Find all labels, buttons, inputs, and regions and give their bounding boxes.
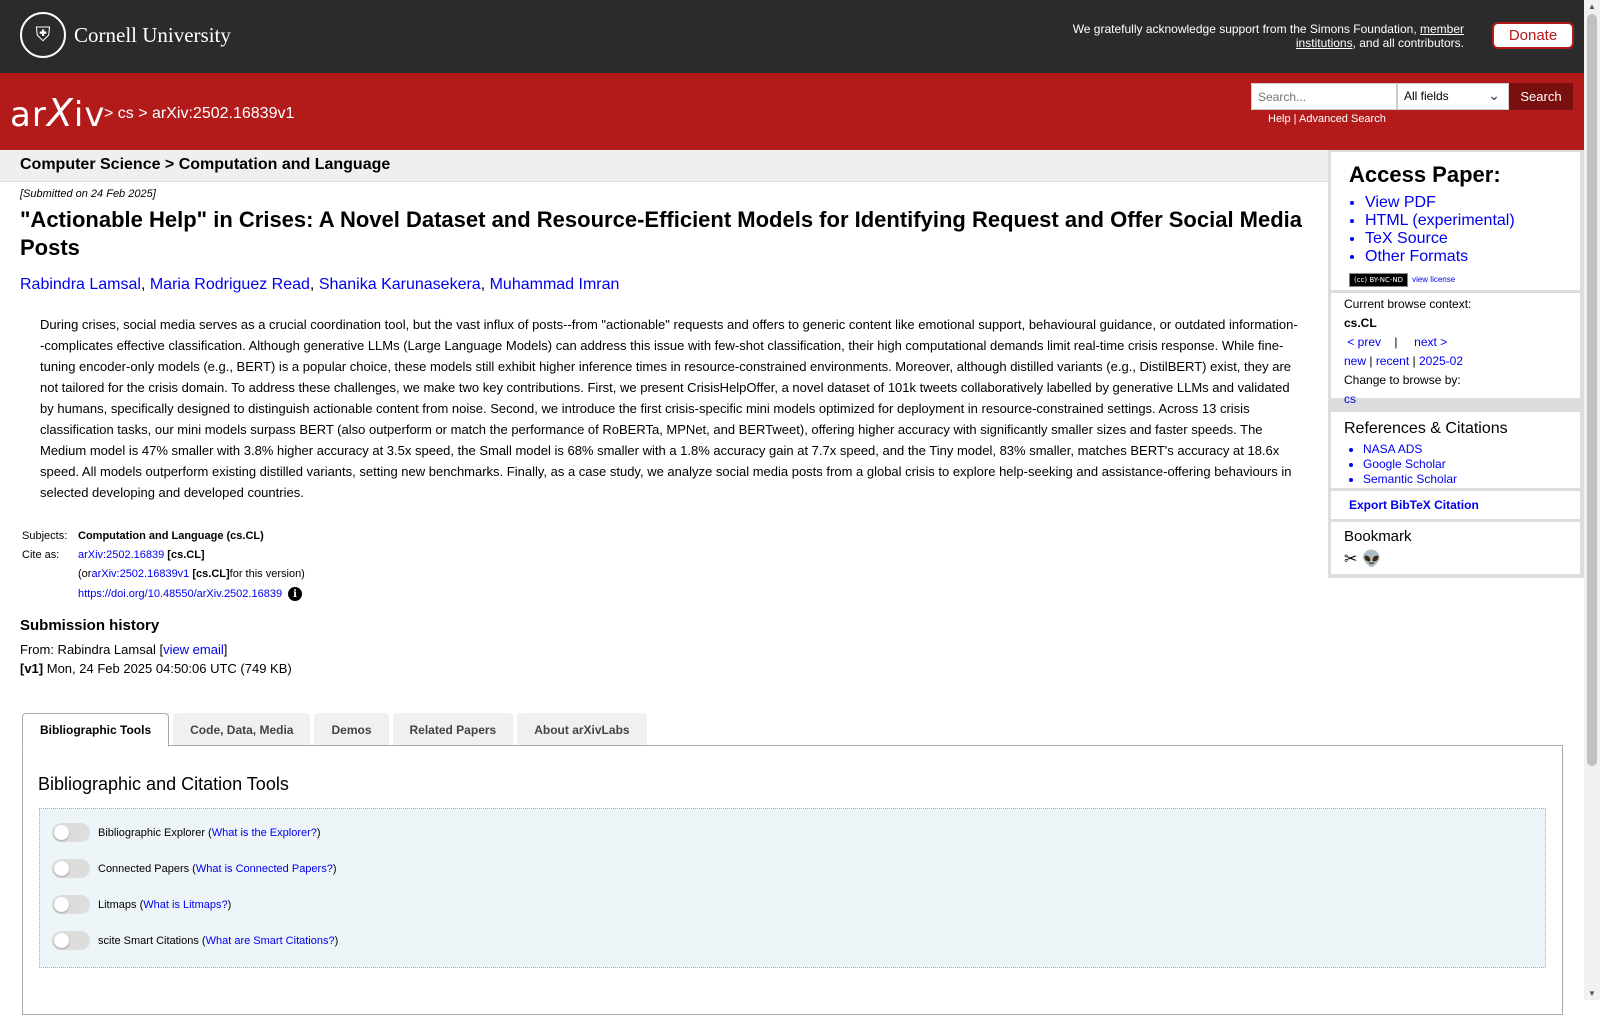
doi-link[interactable]: https://doi.org/10.48550/arXiv.2502.16839 [78, 588, 283, 600]
bibsonomy-icon[interactable]: ✂ [1344, 551, 1358, 568]
author-list: Rabindra Lamsal, Maria Rodriguez Read, Shanika Karunasekera, Muhammad Imran [20, 276, 620, 293]
help-link[interactable]: Help [1268, 113, 1291, 125]
tab-bibliographic-tools[interactable]: Bibliographic Tools [22, 713, 169, 747]
view-email-link[interactable]: view email [163, 642, 224, 657]
cite-version-link[interactable]: arXiv:2502.16839v1 [91, 567, 190, 580]
toggle-switch[interactable] [52, 931, 90, 950]
subject-breadcrumb: Computer Science > Computation and Language [0, 150, 1328, 182]
change-browse-label: Change to browse by: [1344, 373, 1461, 387]
scroll-thumb[interactable] [1587, 14, 1597, 766]
semantic-scholar-link[interactable]: Semantic Scholar [1363, 472, 1458, 486]
reddit-icon[interactable]: 👽 [1361, 551, 1382, 568]
donate-button[interactable]: Donate [1492, 22, 1574, 49]
info-icon[interactable]: i [288, 587, 302, 601]
what-is-connected-papers-link[interactable]: What is Connected Papers? [195, 862, 333, 875]
browse-context-box: Current browse context: cs.CL < prev | next > new | recent | 2025-02 Change to browse by: cs [1331, 293, 1580, 398]
help-links: Help | Advanced Search [1268, 113, 1386, 125]
toggle-switch[interactable] [52, 859, 90, 878]
submission-from: From: Rabindra Lamsal [view email] [20, 642, 228, 657]
cornell-logo[interactable] [20, 12, 231, 58]
tool-row-litmaps: Litmaps ( What is Litmaps? ) [52, 895, 231, 914]
subjects-value: Computation and Language (cs.CL) [78, 529, 264, 542]
other-formats-link[interactable]: Other Formats [1365, 248, 1469, 265]
access-paper-title: Access Paper: [1349, 162, 1501, 187]
panel-heading: Bibliographic and Citation Tools [38, 774, 289, 794]
sidebar [1328, 150, 1584, 578]
scroll-up-arrow-icon[interactable]: ▲ [1588, 2, 1596, 11]
paper-title: "Actionable Help" in Crises: A Novel Dataset and Resource-Efficient Models for Identifying Request and Offer Social Media Posts [20, 207, 1303, 260]
abstract: During crises, social media serves as a crucial coordination tool, but the vast influx of posts--from "actionable" requests and offers to generic content like emotional support, behavioural guidance, or outdated information--complicates effective classification. Although generative LLMs (Large Language Models) can address this issue with few-shot classification, their high computational demands limit real-time crisis response. While fine-tuning encoder-only models (e.g., BERT) is a popular choice, these models still exhibit higher inference times in resource-constrained environments. Moreover, although distilled variants (e.g., DistilBERT) exist, they are not tailored for the crisis domain. To address these challenges, we make two key contributions. First, we present CrisisHelpOffer, a novel dataset of 101k tweets collaboratively labelled by generative LLMs and validated by humans, specifically designed to distinguish actionable content from noise. Second, we introduce the first crisis-specific mini models optimized for deployment in resource-constrained settings. Across 13 crisis classification tasks, our mini models surpass BERT (also outperform or match the performance of RoBERTa, MPNet, and BERTweet), offering higher accuracy with significantly smaller sizes and faster speeds. The Medium model is 47% smaller with 3.8% higher accuracy at 3.5x speed, the Small model is 68% smaller with a 1.8% accuracy gain at 7.7x speed, and the Tiny model, 83% smaller, matches BERT's accuracy at 18.6x speed. All models outperform existing distilled variants, setting new benchmarks. Finally, as a case study, we analyze social media posts from a global crisis to explore help-seeking and assistance-offering behaviours in selected developing and developed countries. [40, 317, 1298, 500]
cornell-seal-icon: ⛨ [20, 12, 66, 58]
html-experimental-link[interactable]: HTML (experimental) [1365, 212, 1515, 229]
what-are-smart-citations-link[interactable]: What are Smart Citations? [205, 934, 335, 947]
browse-context-label: Current browse context: [1344, 297, 1472, 311]
submitted-date: [Submitted on 24 Feb 2025] [20, 188, 156, 200]
month-link[interactable]: 2025-02 [1418, 354, 1464, 368]
author-link[interactable]: Maria Rodriguez Read [149, 276, 310, 293]
breadcrumb-cs[interactable]: cs [117, 105, 134, 122]
what-is-litmaps-link[interactable]: What is Litmaps? [143, 898, 228, 911]
google-scholar-link[interactable]: Google Scholar [1363, 457, 1446, 471]
view-license-link[interactable]: view license [1412, 275, 1456, 284]
metadata-table [22, 526, 305, 605]
tool-row-scite: scite Smart Citations ( What are Smart Citations? ) [52, 931, 338, 950]
cornell-name: Cornell University [74, 22, 231, 47]
cite-row: Cite as: arXiv:2502.16839 [cs.CL] [22, 548, 205, 561]
author-link[interactable]: Rabindra Lamsal [20, 276, 141, 293]
tab-demos[interactable]: Demos [314, 713, 388, 746]
access-links [1331, 194, 1580, 266]
author-link[interactable]: Muhammad Imran [489, 276, 620, 293]
chevron-down-icon: ⌄ [1488, 87, 1500, 103]
browse-cs-link[interactable]: cs [1344, 392, 1356, 406]
bookmark-title: Bookmark [1344, 528, 1412, 545]
recent-link[interactable]: recent [1375, 354, 1410, 368]
search-input[interactable] [1251, 83, 1397, 110]
advanced-search-link[interactable]: Advanced Search [1299, 113, 1386, 125]
cc-license-badge[interactable]: (cc) BY-NC-ND [1349, 273, 1408, 287]
toggle-switch[interactable] [52, 895, 90, 914]
new-link[interactable]: new [1344, 354, 1367, 368]
export-bibtex-link[interactable]: Export BibTeX Citation [1349, 498, 1479, 512]
tab-panel [22, 745, 1563, 1015]
tool-row-connected-papers: Connected Papers ( What is Connected Papers? ) [52, 859, 337, 878]
submission-version: [v1] Mon, 24 Feb 2025 04:50:06 UTC (749 KB) [20, 661, 292, 676]
cite-version-row: (or arXiv:2502.16839v1 [cs.CL] for this version) [78, 567, 305, 580]
labs-tabs [22, 713, 651, 746]
next-link[interactable]: next > [1414, 335, 1448, 349]
site-header [0, 73, 1584, 150]
cite-label: Cite as: [22, 548, 60, 561]
tex-source-link[interactable]: TeX Source [1365, 230, 1448, 247]
arxiv-logo[interactable]: arXiv [10, 91, 106, 135]
toggle-switch[interactable] [52, 823, 90, 842]
references-title: References & Citations [1344, 420, 1508, 437]
breadcrumb-paper-id[interactable]: arXiv:2502.16839v1 [152, 105, 295, 122]
search-field-select[interactable]: All fields ⌄ [1397, 83, 1509, 110]
subjects-label: Subjects: [22, 529, 68, 542]
support-text: We gratefully acknowledge support from the Simons Foundation, member institutions, and all contributors. [1072, 22, 1464, 50]
tab-code-data-media[interactable]: Code, Data, Media [173, 713, 310, 746]
scroll-down-arrow-icon[interactable]: ▼ [1588, 989, 1596, 998]
breadcrumb: > cs > arXiv:2502.16839v1 [104, 105, 295, 122]
tools-box [39, 808, 1546, 968]
access-paper-box [1331, 152, 1580, 290]
subjects-row [22, 526, 305, 545]
doi-row [22, 583, 305, 605]
bibtex-box [1331, 491, 1580, 519]
author-link[interactable]: Shanika Karunasekera [318, 276, 481, 293]
tab-about-arxivlabs[interactable]: About arXivLabs [517, 713, 646, 746]
nasa-ads-link[interactable]: NASA ADS [1363, 442, 1423, 456]
cite-id-link[interactable]: arXiv:2502.16839 [78, 548, 165, 561]
bookmark-box [1331, 522, 1580, 574]
tool-row-explorer: Bibliographic Explorer ( What is the Explorer? ) [52, 823, 321, 842]
references-box [1331, 412, 1580, 488]
tab-related-papers[interactable]: Related Papers [393, 713, 514, 746]
prev-link[interactable]: < prev [1347, 335, 1382, 349]
submission-history-title: Submission history [20, 617, 160, 634]
institution-bar [0, 0, 1584, 73]
page-scrollbar[interactable] [1584, 0, 1600, 1000]
search-button[interactable]: Search [1509, 83, 1573, 110]
member-institutions-link[interactable]: member institutions [1295, 22, 1464, 50]
view-pdf-link[interactable]: View PDF [1365, 194, 1436, 211]
what-is-explorer-link[interactable]: What is the Explorer? [211, 826, 317, 839]
browse-context-value: cs.CL [1344, 316, 1377, 330]
